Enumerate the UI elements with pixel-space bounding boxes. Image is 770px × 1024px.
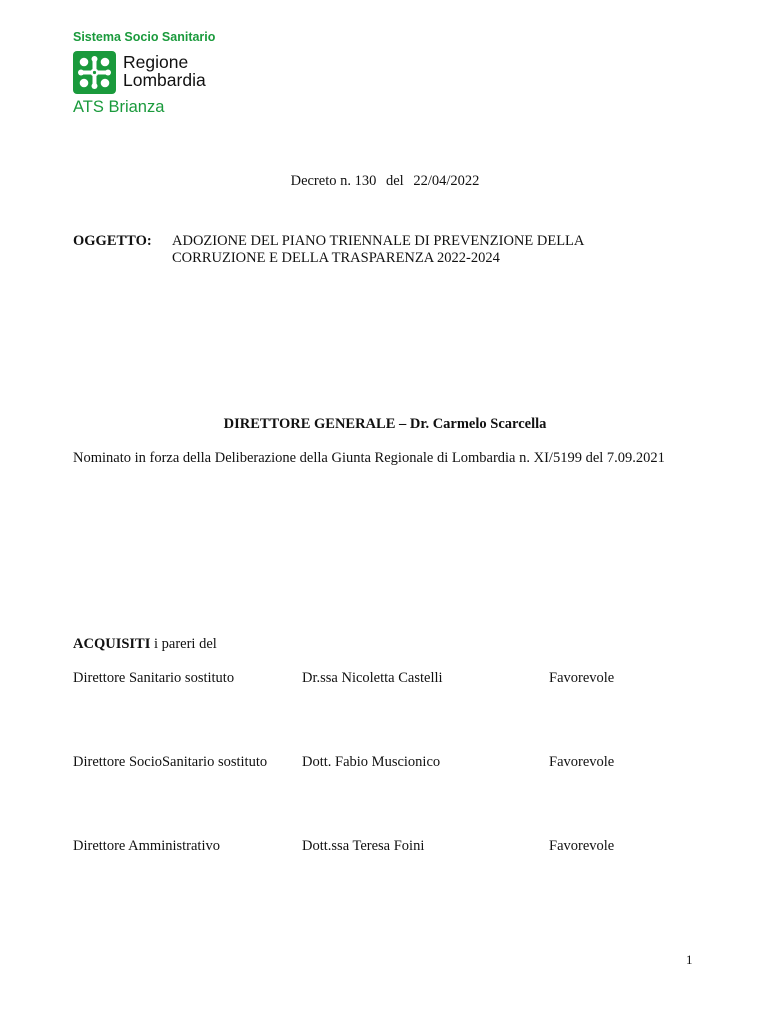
opinion-role: Direttore Amministrativo xyxy=(73,838,220,854)
nomination-text: Nominato in forza della Deliberazione della Giunta Regionale di Lombardia n. XI/5199 del 7.09.2021 xyxy=(73,450,665,466)
subject-line-1: ADOZIONE DEL PIANO TRIENNALE DI PREVENZIONE DELLA xyxy=(172,233,585,249)
page-number: 1 xyxy=(686,952,693,967)
opinion-person: Dott.ssa Teresa Foini xyxy=(302,838,425,854)
agency-name: ATS Brianza xyxy=(73,98,165,116)
regione-lombardia-rosa-camuna-icon xyxy=(73,51,116,94)
decree-line xyxy=(0,173,770,190)
opinion-person: Dott. Fabio Muscionico xyxy=(302,754,441,770)
logo-name-line2: Lombardia xyxy=(123,70,206,90)
subject-text xyxy=(172,233,584,267)
opinion-value: Favorevole xyxy=(549,670,615,686)
opinion-person: Dr.ssa Nicoletta Castelli xyxy=(302,670,443,686)
subject-line-2: CORRUZIONE E DELLA TRASPARENZA 2022-2024 xyxy=(172,250,500,266)
decree-date: 22/04/2022 xyxy=(413,173,480,189)
opinion-value: Favorevole xyxy=(549,754,615,770)
opinion-value: Favorevole xyxy=(549,838,615,854)
logo-system-label: Sistema Socio Sanitario xyxy=(73,30,216,44)
opinion-row xyxy=(73,754,693,774)
logo-name xyxy=(123,53,206,89)
subject-label: OGGETTO: xyxy=(73,233,152,249)
decree-number: Decreto n. 130 xyxy=(290,173,377,189)
opinion-row xyxy=(73,670,693,690)
opinion-role: Direttore Sanitario sostituto xyxy=(73,670,235,686)
director-title: DIRETTORE GENERALE – Dr. Carmelo Scarcella xyxy=(223,416,547,432)
opinions-intro-bold: ACQUISITI xyxy=(73,636,151,652)
opinion-role: Direttore SocioSanitario sostituto xyxy=(73,754,268,770)
opinion-row xyxy=(73,838,693,858)
logo-name-line1: Regione xyxy=(123,52,189,72)
opinions-intro-rest: i pareri del xyxy=(150,636,217,652)
decree-del: del xyxy=(385,173,404,189)
opinions-intro xyxy=(73,636,217,653)
